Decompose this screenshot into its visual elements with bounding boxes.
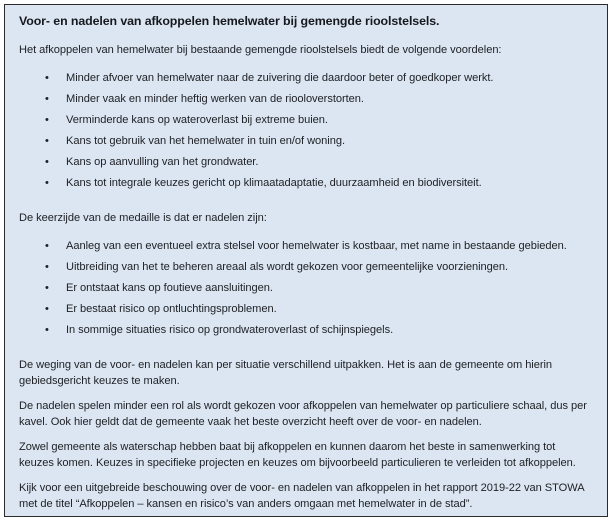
spacer	[19, 29, 593, 43]
spacer	[19, 338, 593, 358]
list-item	[19, 281, 593, 297]
list-item-label: Er ontstaat kans op foutieve aansluitingen.	[66, 281, 273, 294]
bullet-icon: •	[45, 92, 49, 105]
spacer	[19, 227, 593, 239]
list-item-label: Minder afvoer van hemelwater naar de zuivering die daardoor beter of goedkoper werkt.	[66, 71, 494, 84]
bullet-icon: •	[45, 134, 49, 147]
bullet-icon: •	[45, 239, 49, 252]
list-item-label: Verminderde kans op wateroverlast bij extreme buien.	[66, 113, 328, 126]
closing-paragraph-2: De nadelen spelen minder een rol als wordt gekozen voor afkoppelen van hemelwater op particuliere schaal, dus per kavel. Ook hier geldt dat de gemeente vaak het beste overzicht heeft over de voor- en nadelen.	[19, 400, 587, 428]
bullet-icon: •	[45, 113, 49, 126]
list-item	[19, 134, 593, 150]
advantages-intro-paragraph: Het afkoppelen van hemelwater bij bestaande gemengde rioolstelsels biedt de volgende voordelen:	[19, 44, 502, 56]
list-item-label: Kans op aanvulling van het grondwater.	[66, 155, 259, 168]
list-item	[19, 302, 593, 318]
spacer	[19, 430, 593, 440]
page-title: Voor- en nadelen van afkoppelen hemelwater bij gemengde rioolstelsels.	[19, 14, 440, 28]
list-item	[19, 155, 593, 171]
closing-paragraph-4: Kijk voor een uitgebreide beschouwing over de voor- en nadelen van afkoppelen in het rapport 2019-22 van STOWA met de titel “Afkoppelen – kansen en risico’s van anders omgaan met hemelwater in de stad”.	[19, 482, 584, 510]
disadvantages-intro-paragraph: De keerzijde van de medaille is dat er nadelen zijn:	[19, 212, 267, 224]
list-item	[19, 323, 593, 339]
list-item	[19, 176, 593, 192]
list-item-label: In sommige situaties risico op grondwateroverlast of schijnspiegels.	[66, 323, 394, 336]
spacer	[19, 191, 593, 211]
list-item	[19, 92, 593, 108]
list-item	[19, 71, 593, 87]
bullet-icon: •	[45, 155, 49, 168]
list-item-label: Kans tot integrale keuzes gericht op klimaatadaptatie, duurzaamheid en biodiversiteit.	[66, 176, 482, 189]
list-item	[19, 260, 593, 276]
spacer	[19, 471, 593, 481]
closing-paragraph-1: De weging van de voor- en nadelen kan per situatie verschillend uitpakken. Het is aan de gemeente om hierin gebiedsgericht keuzes te maken.	[19, 359, 553, 387]
list-item-label: Minder vaak en minder heftig werken van de riooloverstorten.	[66, 92, 364, 105]
list-item	[19, 239, 593, 255]
bullet-icon: •	[45, 323, 49, 336]
list-item-label: Aanleg van een eventueel extra stelsel voor hemelwater is kostbaar, met name in bestaande gebieden.	[66, 239, 567, 252]
info-callout-box	[4, 4, 608, 517]
spacer	[19, 389, 593, 399]
spacer	[19, 59, 593, 71]
disadvantages-list	[19, 239, 593, 339]
bullet-icon: •	[45, 281, 49, 294]
bullet-icon: •	[45, 302, 49, 315]
list-item	[19, 113, 593, 129]
list-item-label: Uitbreiding van het te beheren areaal als wordt gekozen voor gemeentelijke voorzieningen.	[66, 260, 509, 273]
advantages-list	[19, 71, 593, 192]
list-item-label: Er bestaat risico op ontluchtingsproblemen.	[66, 302, 277, 315]
list-item-label: Kans tot gebruik van het hemelwater in tuin en/of woning.	[66, 134, 345, 147]
bullet-icon: •	[45, 176, 49, 189]
bullet-icon: •	[45, 71, 49, 84]
bullet-icon: •	[45, 260, 49, 273]
closing-paragraph-3: Zowel gemeente als waterschap hebben baat bij afkoppelen en kunnen daarom het beste in samenwerking tot keuzes komen. Keuzes in specifieke projecten en keuzes om bijvoorbeeld particulieren te verleiden tot afkoppelen.	[19, 441, 576, 469]
